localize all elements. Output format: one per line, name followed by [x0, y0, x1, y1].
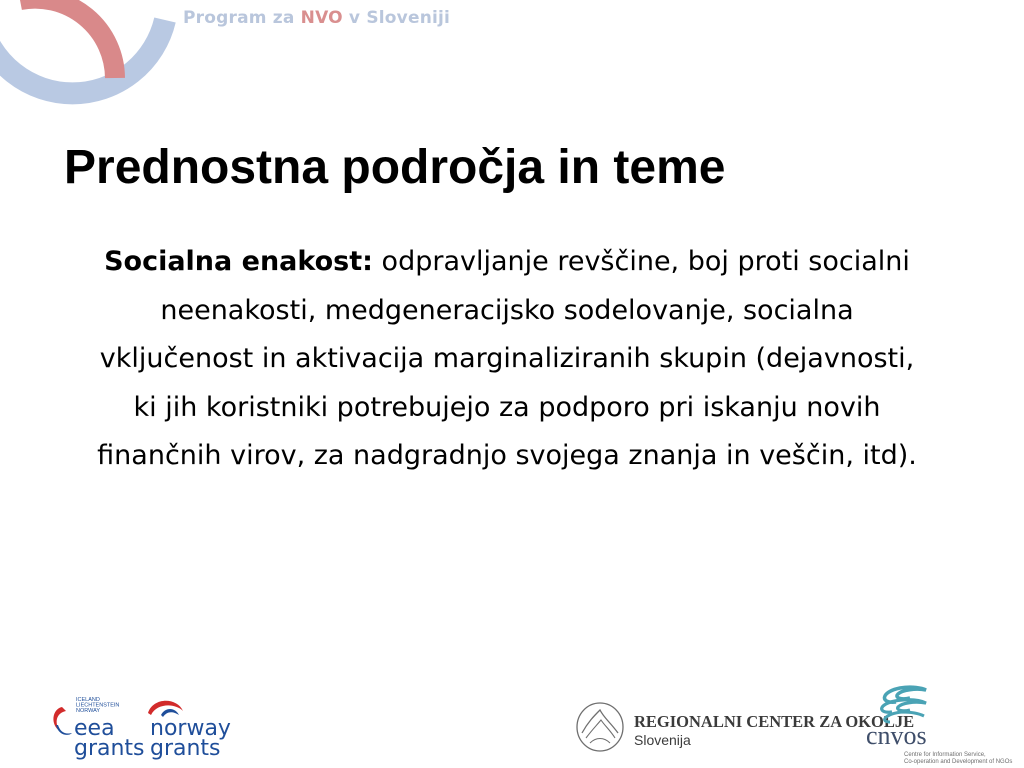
eea-country-2: LIECHTENSTEIN [76, 702, 120, 709]
body-paragraph [90, 238, 924, 481]
rec-emblem-icon [577, 703, 623, 751]
brand-suffix: v Sloveniji [342, 8, 451, 28]
eea-grants-logo [50, 695, 145, 761]
eea-country-3: NORWAY [76, 708, 101, 714]
slide-title: Prednostna področja in teme [64, 141, 726, 194]
decorative-arcs [0, 0, 180, 110]
eea-line2: grants [74, 736, 145, 761]
eea-swoosh-icon [53, 707, 66, 731]
cnvos-name: cnvos [866, 721, 927, 750]
cnvos-logo [866, 682, 1016, 766]
cnvos-swirl-icon [882, 687, 926, 722]
cnvos-tagline1: Centre for Information Service, [904, 752, 986, 758]
cnvos-tagline2: Co-operation and Development of NGOs [904, 759, 1013, 765]
body-lead: Socialna enakost: [104, 246, 373, 277]
rec-country: Slovenija [634, 732, 691, 748]
eea-line1: eea [74, 716, 115, 741]
body-text: odpravljanje revščine, boj proti socialni neenakosti, medgeneracijsko sodelovanje, socialna vključenost in aktivacija marginaliziranih skupin (dejavnosti, ki jih koristniki potrebujejo za podporo pri iskanju novih finančnih virov, za nadgradnjo svojega znanja in veščin, itd). [97, 246, 917, 471]
rec-name: REGIONALNI CENTER ZA OKOLJE [634, 712, 915, 731]
eea-country-1: ICELAND [76, 697, 100, 703]
brand-prefix: Program za [183, 8, 301, 28]
norway-line1: norway [150, 716, 231, 741]
norway-line2: grants [150, 736, 221, 761]
norway-grants-logo [145, 695, 240, 761]
header-brand [183, 8, 450, 28]
brand-accent: NVO [300, 8, 343, 28]
